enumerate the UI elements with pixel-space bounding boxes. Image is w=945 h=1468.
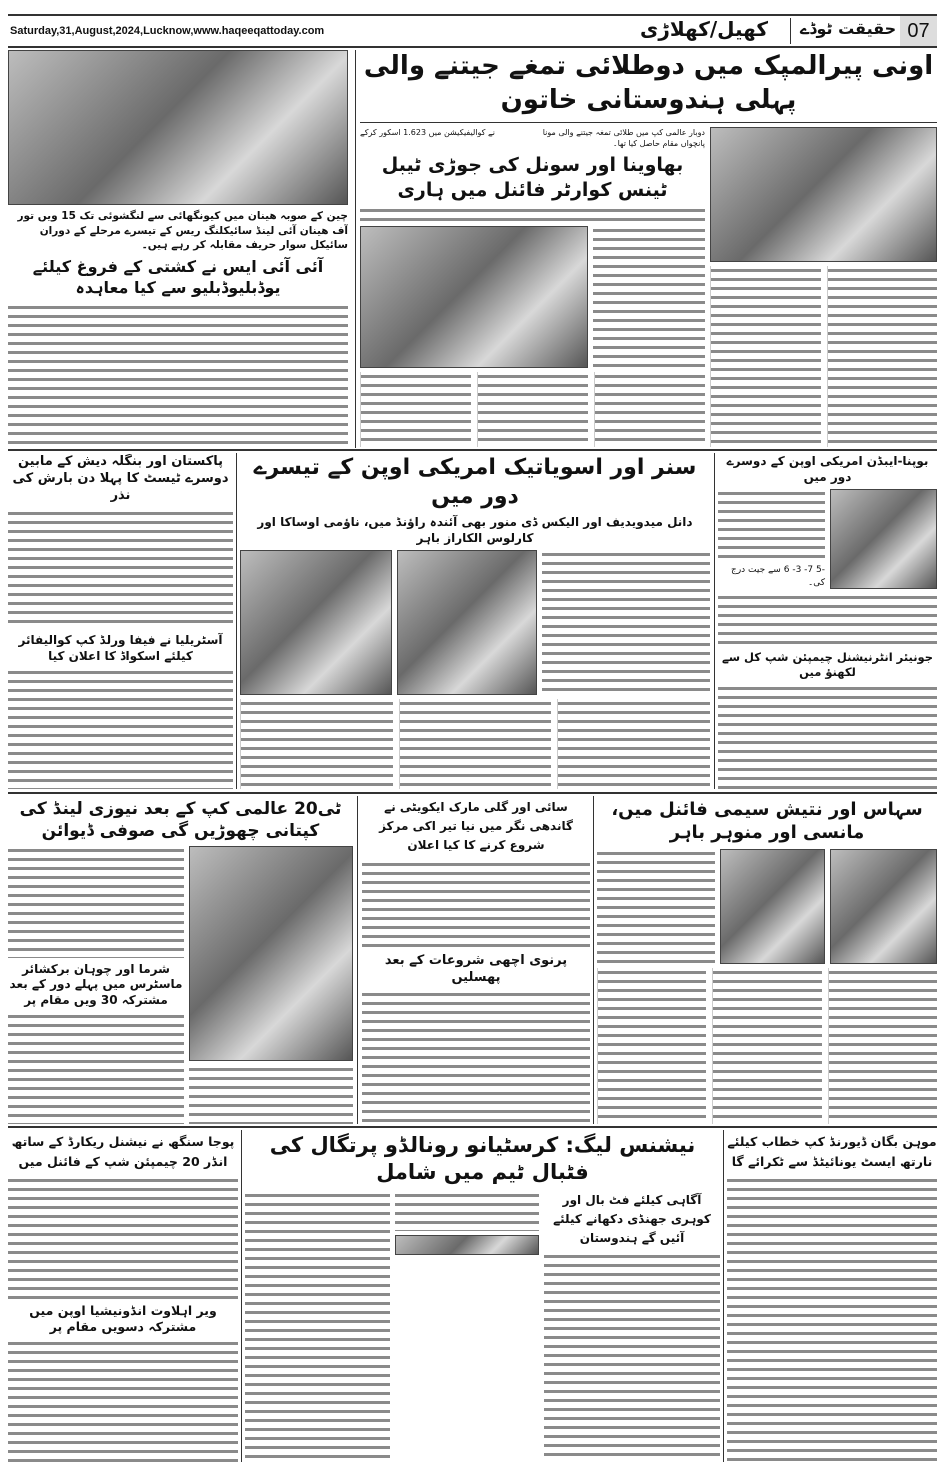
bopanna-junior-column bbox=[718, 454, 937, 789]
bopanna-photo bbox=[830, 489, 937, 589]
section-rule bbox=[8, 1126, 937, 1128]
us-open-headline: سنر اور اسویاتیک امریکی اوپن کے تیسرے دور میں bbox=[253, 455, 697, 509]
bopanna-score: -5 7- 3- 6 سے جیت درج کی۔ bbox=[731, 565, 825, 588]
column-rule bbox=[357, 796, 358, 1124]
us-open-photo-row bbox=[240, 550, 710, 695]
aus-headline: آسٹریلیا نے فیفا ورلڈ کپ کوالیفائر کیلئے اسکواڈ کا اعلان کیا bbox=[18, 633, 223, 663]
suhas-body bbox=[597, 968, 937, 1124]
sai-headline: سائی اور گلی مارک ایکویٹی نے گاندھی نگر میں نیا تیر اکی مرکز شروع کرنے کا کیا اعلان bbox=[379, 800, 573, 853]
subline-part: پانچواں مقام حاصل کیا تھا۔ bbox=[612, 138, 705, 148]
pranavi-body bbox=[362, 990, 590, 1124]
ronaldo-headline: نیشنس لیگ: کرسٹیانو رونالڈو پرتگال کی فٹبال ٹیم میں شامل bbox=[269, 1133, 696, 1185]
mohun-bagan-headline: موہن بگان ڈیورنڈ کپ خطاب کیلئے نارتھ ایسٹ یونائیٹڈ سے ٹکرائے گا bbox=[727, 1134, 937, 1169]
column-rule bbox=[723, 1130, 724, 1462]
tt-intro bbox=[360, 206, 705, 222]
subline bbox=[360, 127, 705, 149]
pak-ban-body bbox=[8, 509, 233, 630]
sharma-body bbox=[8, 1012, 184, 1124]
veer-body bbox=[8, 1339, 238, 1462]
suhas-body-left bbox=[597, 849, 715, 964]
para-shooting-body bbox=[710, 266, 937, 447]
devine-body-2 bbox=[189, 1065, 353, 1124]
header-rule bbox=[8, 46, 937, 48]
pak-aus-column bbox=[8, 454, 233, 789]
bopanna-row bbox=[718, 489, 937, 589]
pooja-body bbox=[8, 1176, 238, 1299]
ronaldo-body-mid bbox=[395, 1191, 539, 1231]
pak-ban-headline: پاکستان اور بنگلہ دیش کے مابین دوسرے ٹیسٹ کا پہلا دن بارش کی نذر bbox=[12, 454, 229, 503]
ronaldo-row bbox=[245, 1191, 720, 1462]
devine-body bbox=[8, 846, 184, 958]
ronaldo-body-right bbox=[544, 1252, 720, 1462]
junior-body bbox=[718, 684, 937, 789]
devine-sharma-column bbox=[8, 798, 353, 1124]
tt-body-right bbox=[593, 226, 705, 368]
badminton-photo-2 bbox=[830, 849, 937, 964]
para-shooting-column bbox=[710, 127, 937, 447]
para-olympics-column bbox=[360, 50, 937, 447]
us-open-body-bottom bbox=[240, 699, 710, 789]
headline-rule bbox=[360, 122, 937, 123]
sinner-photo bbox=[397, 550, 537, 695]
suhas-headline: سہاس اور نتیش سیمی فائنل میں، مانسی اور منوہر باہر bbox=[611, 799, 923, 844]
junior-championship-headline: جونیئر انٹرنیشنل چیمپئن شپ کل سے لکھنؤ میں bbox=[721, 649, 934, 679]
mohun-bagan-body bbox=[727, 1176, 937, 1462]
column-rule bbox=[593, 796, 594, 1124]
us-open-column bbox=[240, 454, 710, 789]
section-rule bbox=[8, 449, 937, 451]
column-rule bbox=[714, 453, 715, 789]
logo: حقیقت ٹوڈے bbox=[800, 19, 897, 38]
cycling-caption: چین کے صوبہ هینان میں کیونگھائی سے لنگشوئی تک 15 ویں تور آف هینان آئی لینڈ سائیکلنگ ریس کے تیسرے مرحلے کے دوران سائیکل سوار حریف مقابلہ کر رہے ہیں۔ bbox=[17, 210, 348, 252]
wrestling-article-body bbox=[8, 303, 348, 447]
devine-row bbox=[8, 846, 353, 1124]
sharma-column bbox=[8, 846, 184, 1124]
main-headline: اونی پیرالمپک میں دوطلائی تمغے جیتنے والی پہلی ہندوستانی خاتون bbox=[363, 51, 934, 115]
awareness-headline: آگاہی کیلئے فٹ بال اور کوہری جھنڈی دکھانے کیلئے آئیں گے ہندوستان bbox=[553, 1192, 711, 1245]
pranavi-headline: پرنوی اچھی شروعات کے بعد پھسلیں bbox=[384, 952, 568, 985]
subline-part: دوبار عالمی کپ میں طلائی تمغہ جیتنے والی مونا bbox=[542, 127, 705, 137]
ronaldo-body-left bbox=[245, 1191, 390, 1462]
suhas-photo-row bbox=[597, 849, 937, 964]
veer-headline: ویر اہلاوت انڈونیشیا اوپن میں مشترکہ دسویں مقام پر bbox=[29, 1302, 217, 1334]
cycling-photo bbox=[8, 50, 348, 205]
devine-photo-column bbox=[189, 846, 353, 1124]
bopanna-body bbox=[718, 489, 825, 560]
para-olympics-row bbox=[360, 127, 937, 447]
column-rule bbox=[236, 453, 237, 789]
us-open-subheadline: دانل میدویدیف اور الیکس ڈی منور بھی آئندہ راؤنڈ میں، ناؤمی اوساکا اور کارلوس الکاراز باہر bbox=[257, 515, 693, 545]
dateline: Saturday,31,August,2024,Lucknow,www.haqeeqattoday.com bbox=[10, 25, 325, 37]
section-rule bbox=[8, 792, 937, 794]
sharma-headline: شرما اور چوہان برکشائر ماسٹرس میں پہلے دور کے بعد مشترکہ 30 ویں مقام پر bbox=[9, 961, 183, 1007]
tt-body-bottom bbox=[360, 372, 705, 447]
ronaldo-photo-column bbox=[395, 1191, 539, 1462]
top-rule bbox=[8, 14, 937, 16]
divider bbox=[790, 18, 791, 44]
section-title: کھیل/کھلاڑی bbox=[640, 17, 769, 41]
bopanna-headline: بوپنا-ایبڈن امریکی اوپن کے دوسرے دور میں bbox=[726, 454, 929, 484]
sai-body bbox=[362, 860, 590, 949]
bopanna-body-2 bbox=[718, 593, 937, 646]
awareness-column bbox=[544, 1191, 720, 1462]
para-shooting-photo bbox=[710, 127, 937, 262]
swiatek-photo bbox=[240, 550, 392, 695]
mohun-bagan-column bbox=[727, 1132, 937, 1462]
devine-photo bbox=[189, 846, 353, 1061]
badminton-photo-1 bbox=[720, 849, 825, 964]
column-rule bbox=[241, 1130, 242, 1462]
suhas-column bbox=[597, 798, 937, 1124]
ronaldo-column bbox=[245, 1132, 720, 1462]
pooja-headline: پوجا سنگھ نے نیشنل ریکارڈ کے ساتھ انڈر 20 چیمپئن شپ کے فائنل میں bbox=[11, 1134, 235, 1169]
aus-body bbox=[8, 668, 233, 789]
table-tennis-column bbox=[360, 127, 705, 447]
devine-headline: ٹی20 عالمی کپ کے بعد نیوزی لینڈ کی کپتانی چھوڑیں گی صوفی ڈیوائن bbox=[19, 799, 342, 842]
ronaldo-photo bbox=[395, 1235, 539, 1255]
subline-part: نے کوالیفیکیشن میں 1.623 اسکور کرکے bbox=[360, 127, 495, 137]
bopanna-text-column bbox=[718, 489, 825, 589]
page-number: 07 bbox=[900, 16, 937, 46]
table-tennis-photo bbox=[360, 226, 588, 368]
sai-pranavi-column bbox=[362, 798, 590, 1124]
tt-photo-row bbox=[360, 226, 705, 368]
cycling-wrestling-column bbox=[8, 50, 348, 447]
column-rule bbox=[355, 50, 356, 448]
us-open-body-right bbox=[542, 550, 710, 695]
pooja-veer-column bbox=[8, 1132, 238, 1462]
table-tennis-headline: بھاوینا اور سونل کی جوڑی ٹیبل ٹینس کوارٹر فائنل میں ہاری bbox=[381, 153, 684, 201]
wrestling-headline: آئی آئی ایس نے کشتی کے فروغ کیلئے یوڈبلیوڈبلیو سے کیا معاہدہ bbox=[32, 257, 324, 297]
